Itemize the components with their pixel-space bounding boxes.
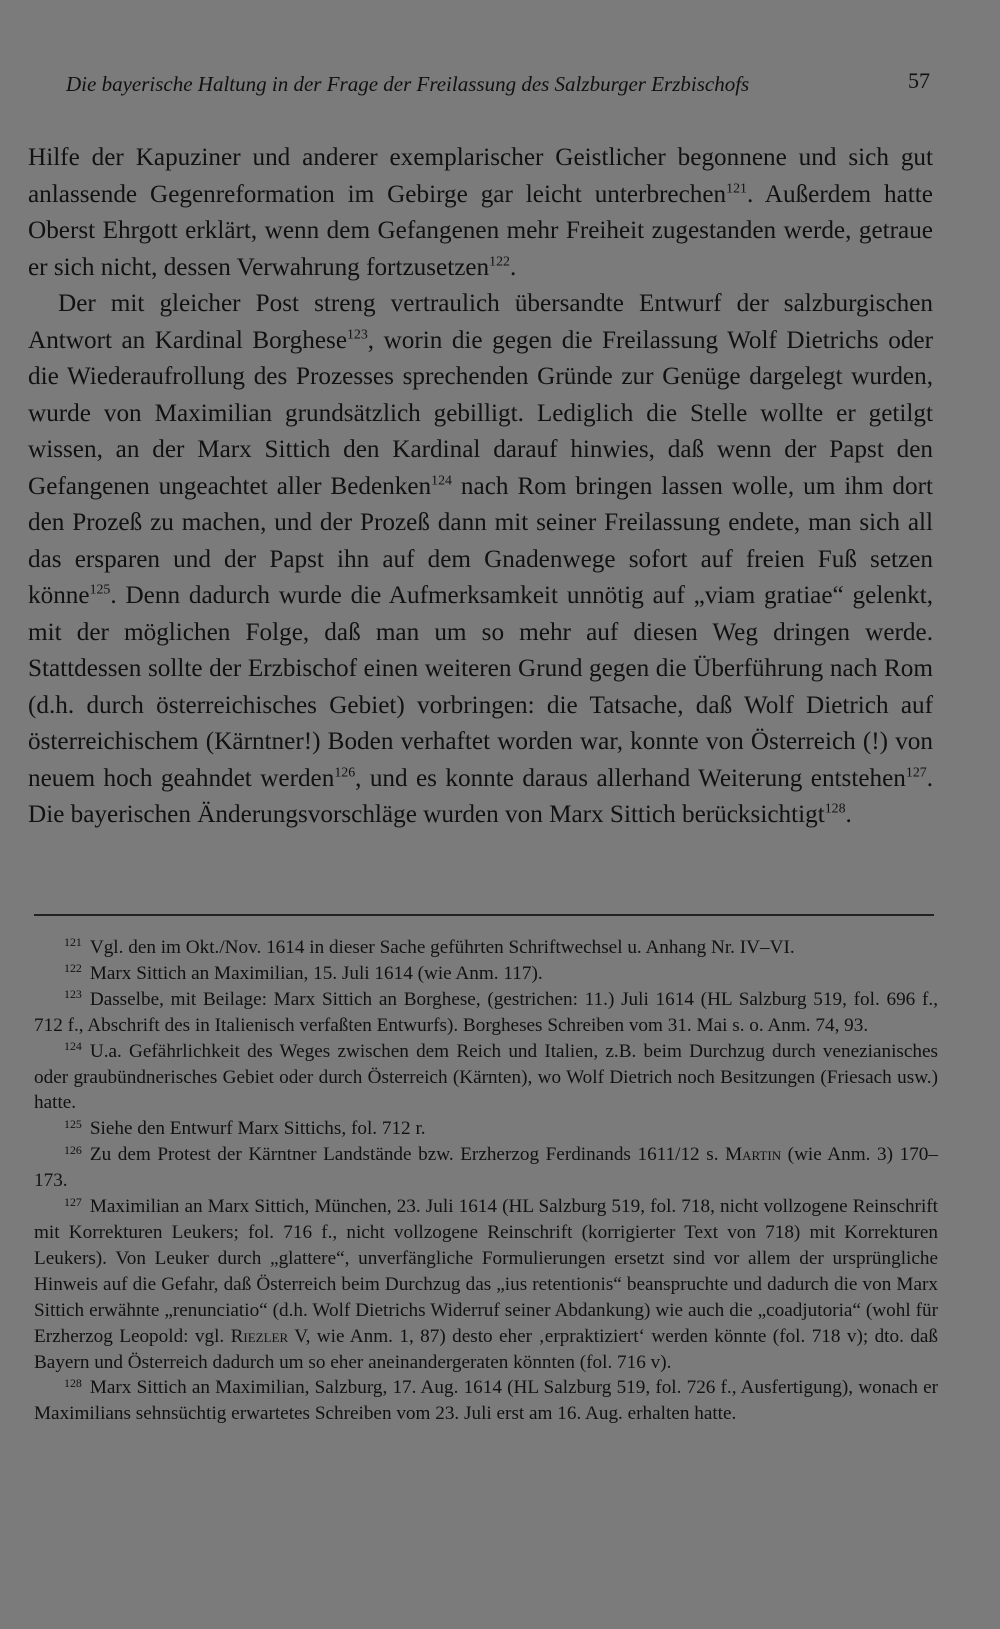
- footnote-text: Marx Sittich an Maximilian, 15. Juli 1614 (wie Anm. 117).: [89, 962, 543, 984]
- footnote-number: 123: [64, 987, 82, 1002]
- main-text: [28, 140, 933, 834]
- footnote-121: [34, 935, 938, 961]
- page-number: 57: [908, 68, 930, 93]
- footnote-128: [34, 1375, 938, 1427]
- running-head: [66, 72, 931, 97]
- text-run: , worin die gegen die Freilassung Wolf Dietrichs oder die Wiederaufrollung des Prozesses sprechenden Gründe zur Genüge dargelegt wurden, wurde von Maximilian grundsätzlich gebilligt. Lediglich die Stelle wollte er getilgt wissen, an der Marx Sittich den Kardinal darauf hinwies, daß wenn der Papst den Gefangenen ungeachtet aller Bedenken: [28, 326, 933, 500]
- text-run: , und es konnte daraus allerhand Weiterung entstehen: [355, 764, 906, 792]
- footnote-number: 122: [64, 961, 82, 976]
- text-run: Der mit gleicher Post streng vertraulich übersandte Entwurf der salzburgischen Antwort an Kardinal Borghese: [28, 290, 933, 354]
- footnote-ref: 121: [726, 179, 747, 195]
- footnote-number: 125: [64, 1116, 82, 1131]
- paragraph-1: [28, 140, 933, 286]
- footnote-ref: 126: [334, 763, 356, 779]
- footnote-126: [34, 1142, 938, 1194]
- footnotes: [34, 935, 938, 1427]
- running-head-title: Die bayerische Haltung in der Frage der Freilassung des Salzburger Erzbischofs: [66, 72, 750, 96]
- footnote-number: 124: [64, 1039, 82, 1054]
- footnote-124: [34, 1039, 938, 1117]
- footnote-number: 128: [64, 1375, 82, 1390]
- text-run: .: [509, 253, 517, 281]
- text-run: .: [845, 801, 852, 828]
- footnote-number: 126: [64, 1142, 82, 1157]
- footnote-text: Maximilian an Marx Sittich, München, 23. Juli 1614 (HL Salzburg 519, fol. 718, nicht vollzogene Reinschrift mit Korrekturen Leukers; fol. 716 f., nicht vollzogene Reinschrift (korrigierter Text von 718) mit Korrekturen Leukers). Von Leuker durch „glattere“, unverfängliche Formulierungen ersetzt sind vor allem der ursprüngliche Hinweis auf die Gefahr, daß Österreich beim Durchzug das „ius retentionis“ beanspruchte und dadurch die von Marx Sittich erwähnte „renunciatio“ (d.h. Wolf Dietrichs Widerruf seiner Abdankung) wie auch die „coadjutoria“ (wohl für Erzherzog Leopold: vgl.: [34, 1196, 938, 1347]
- text-run: . Außerdem hatte Oberst Ehrgott erklärt, wenn dem Gefangenen mehr Freiheit zugestanden werde, getraue er sich nicht, dessen Verwahrung fortzusetzen: [28, 180, 933, 281]
- text-run: . Denn dadurch wurde die Aufmerksamkeit unnötig auf „viam gratiae“ gelenkt, mit der möglichen Folge, daß man um so mehr auf diesen Weg dringen werde. Stattdessen sollte der Erzbischof einen weiteren Grund gegen die Überführung nach Rom (d.h. durch österreichisches Gebiet) vorbringen: die Tatsache, daß Wolf Dietrich auf österreichischem (Kärntner!) Boden verhaftet worden war, konnte von Österreich (!) von neuem hoch geahndet werden: [28, 582, 933, 792]
- text-run: . Die bayerischen Änderungsvorschläge wurden von Marx Sittich berücksichtigt: [28, 764, 933, 828]
- footnote-ref: 124: [431, 471, 452, 487]
- footnote-127: [34, 1194, 938, 1375]
- text-run: nach Rom bringen lassen wolle, um ihm dort den Prozeß zu machen, und der Prozeß dann mit seiner Freilassung endete, man sich all das ersparen und der Papst ihn auf dem Gnadenwege sofort auf freien Fuß setzen könne: [28, 472, 933, 609]
- footnote-125: [34, 1116, 938, 1142]
- footnote-text: U.a. Gefährlichkeit des Weges zwischen dem Reich und Italien, z.B. beim Durchzug durch venezianisches oder graubündnerisches Gebiet oder durch Österreich (Kärnten), wo Wolf Dietrich noch Besitzungen (Friesach usw.) hatte.: [34, 1040, 938, 1114]
- footnote-ref: 123: [347, 325, 368, 341]
- footnote-number: 127: [64, 1194, 82, 1209]
- footnote-text: Dasselbe, mit Beilage: Marx Sittich an Borghese, (gestrichen: 11.) Juli 1614 (HL Salzburg 519, fol. 696 f., 712 f., Abschrift des in Italienisch verfaßten Entwurfs). Borgheses Schreiben vom 31. Mai s. o. Anm. 74, 93.: [34, 988, 938, 1036]
- footnote-123: [34, 987, 938, 1039]
- footnote-divider: [34, 914, 934, 916]
- footnote-ref: 128: [824, 800, 846, 816]
- footnote-text: Siehe den Entwurf Marx Sittichs, fol. 712 r.: [89, 1118, 426, 1140]
- text-run: Hilfe der Kapuziner und anderer exemplarischer Geistlicher begonnene und sich gut anlassende Gegenreformation im Gebirge gar leicht unterbrechen: [28, 144, 933, 208]
- footnote-text: V, wie Anm. 1, 87) desto eher ‚erpraktiziert‘ werden könnte (fol. 718 v); dto. daß Bayern und Österreich dadurch um so eher aneinandergeraten könnten (fol. 716 v).: [34, 1325, 938, 1373]
- footnote-ref: 127: [905, 763, 927, 779]
- author-small-caps: Martin: [725, 1144, 782, 1166]
- footnote-text: Zu dem Protest der Kärntner Landstände bzw. Erzherzog Ferdinands 1611/12 s.: [89, 1144, 726, 1166]
- footnote-text: (wie Anm. 3) 170–173.: [34, 1144, 938, 1192]
- footnote-text: Marx Sittich an Maximilian, Salzburg, 17. Aug. 1614 (HL Salzburg 519, fol. 726 f., Ausfertigung), wonach er Maximilians sehnsüchtig erwartetes Schreiben vom 23. Juli erst am 16. Aug. erhalten hatte.: [34, 1377, 938, 1425]
- author-small-caps: Riezler: [230, 1325, 289, 1347]
- paragraph-2: [28, 286, 933, 834]
- footnote-ref: 122: [489, 252, 510, 268]
- footnote-ref: 125: [89, 581, 111, 597]
- footnote-text: Vgl. den im Okt./Nov. 1614 in dieser Sache geführten Schriftwechsel u. Anhang Nr. IV–VI.: [89, 937, 795, 958]
- footnote-122: [34, 961, 938, 987]
- footnote-number: 121: [64, 935, 82, 950]
